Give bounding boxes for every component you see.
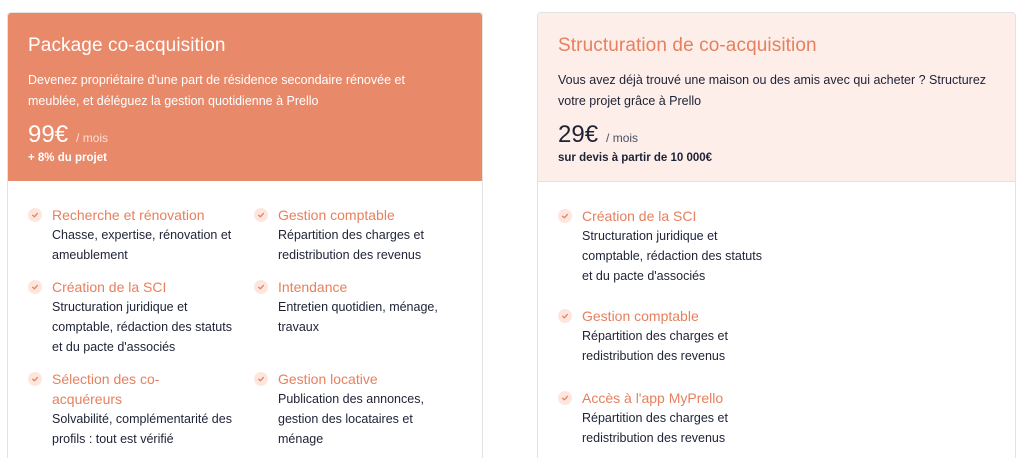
card-header bbox=[538, 13, 1015, 182]
card-description: Vous avez déjà trouvé une maison ou des amis avec qui acheter ? Structurez votre projet grâce à Prello bbox=[558, 73, 987, 108]
feature-title: Gestion locative bbox=[278, 371, 378, 387]
check-icon bbox=[254, 372, 268, 386]
feature-item bbox=[558, 206, 778, 286]
check-icon bbox=[558, 209, 572, 223]
check-icon bbox=[254, 208, 268, 222]
price-note: sur devis à partir de 10 000€ bbox=[558, 152, 713, 164]
feature-title: Gestion comptable bbox=[582, 308, 699, 324]
feature-description: Structuration juridique et comptable, rédaction des statuts et du pacte d'associés bbox=[582, 229, 762, 283]
price: 99€ bbox=[28, 121, 69, 148]
price-note: + 8% du projet bbox=[28, 152, 107, 164]
feature-description: Répartition des charges et redistribution des revenus bbox=[582, 411, 728, 445]
feature-description: Répartition des charges et redistribution des revenus bbox=[278, 228, 424, 262]
feature-description: Publication des annonces, gestion des locataires et ménage bbox=[278, 392, 424, 446]
feature-title: Intendance bbox=[278, 279, 348, 295]
price-row bbox=[28, 121, 462, 149]
check-icon bbox=[28, 280, 42, 294]
feature-title: Création de la SCI bbox=[582, 208, 697, 224]
feature-description: Chasse, expertise, rénovation et ameublement bbox=[52, 228, 232, 262]
feature-title: Recherche et rénovation bbox=[52, 207, 205, 223]
check-icon bbox=[254, 280, 268, 294]
feature-item bbox=[558, 306, 778, 366]
check-icon bbox=[28, 208, 42, 222]
feature-title: Accès à l'app MyPrello bbox=[582, 390, 724, 406]
price-period: / mois bbox=[76, 131, 109, 145]
feature-item bbox=[28, 277, 248, 357]
package-co-acquisition-card bbox=[7, 12, 483, 458]
feature-description: Entretien quotidien, ménage, travaux bbox=[278, 300, 438, 334]
feature-item bbox=[254, 369, 454, 449]
feature-item bbox=[28, 369, 248, 449]
feature-title: Sélection des co-acquéreurs bbox=[52, 371, 160, 407]
feature-title: Gestion comptable bbox=[278, 207, 395, 223]
card-description: Devenez propriétaire d'une part de résidence secondaire rénovée et meublée, et déléguez la gestion quotidienne à Prello bbox=[28, 73, 405, 108]
card-title: Package co-acquisition bbox=[28, 35, 226, 56]
check-icon bbox=[558, 309, 572, 323]
card-header bbox=[8, 13, 482, 181]
feature-description: Structuration juridique et comptable, rédaction des statuts et du pacte d'associés bbox=[52, 300, 232, 354]
feature-item bbox=[558, 388, 778, 448]
feature-description: Répartition des charges et redistribution des revenus bbox=[582, 329, 728, 363]
price: 29€ bbox=[558, 121, 599, 148]
card-title: Structuration de co-acquisition bbox=[558, 35, 817, 56]
feature-title: Création de la SCI bbox=[52, 279, 167, 295]
check-icon bbox=[28, 372, 42, 386]
structuration-co-acquisition-card bbox=[537, 12, 1016, 458]
feature-item bbox=[254, 205, 454, 265]
feature-item bbox=[28, 205, 248, 265]
price-row bbox=[558, 121, 995, 149]
price-period: / mois bbox=[606, 131, 639, 145]
feature-item bbox=[254, 277, 454, 337]
check-icon bbox=[558, 391, 572, 405]
feature-description: Solvabilité, complémentarité des profils : tout est vérifié bbox=[52, 412, 232, 446]
